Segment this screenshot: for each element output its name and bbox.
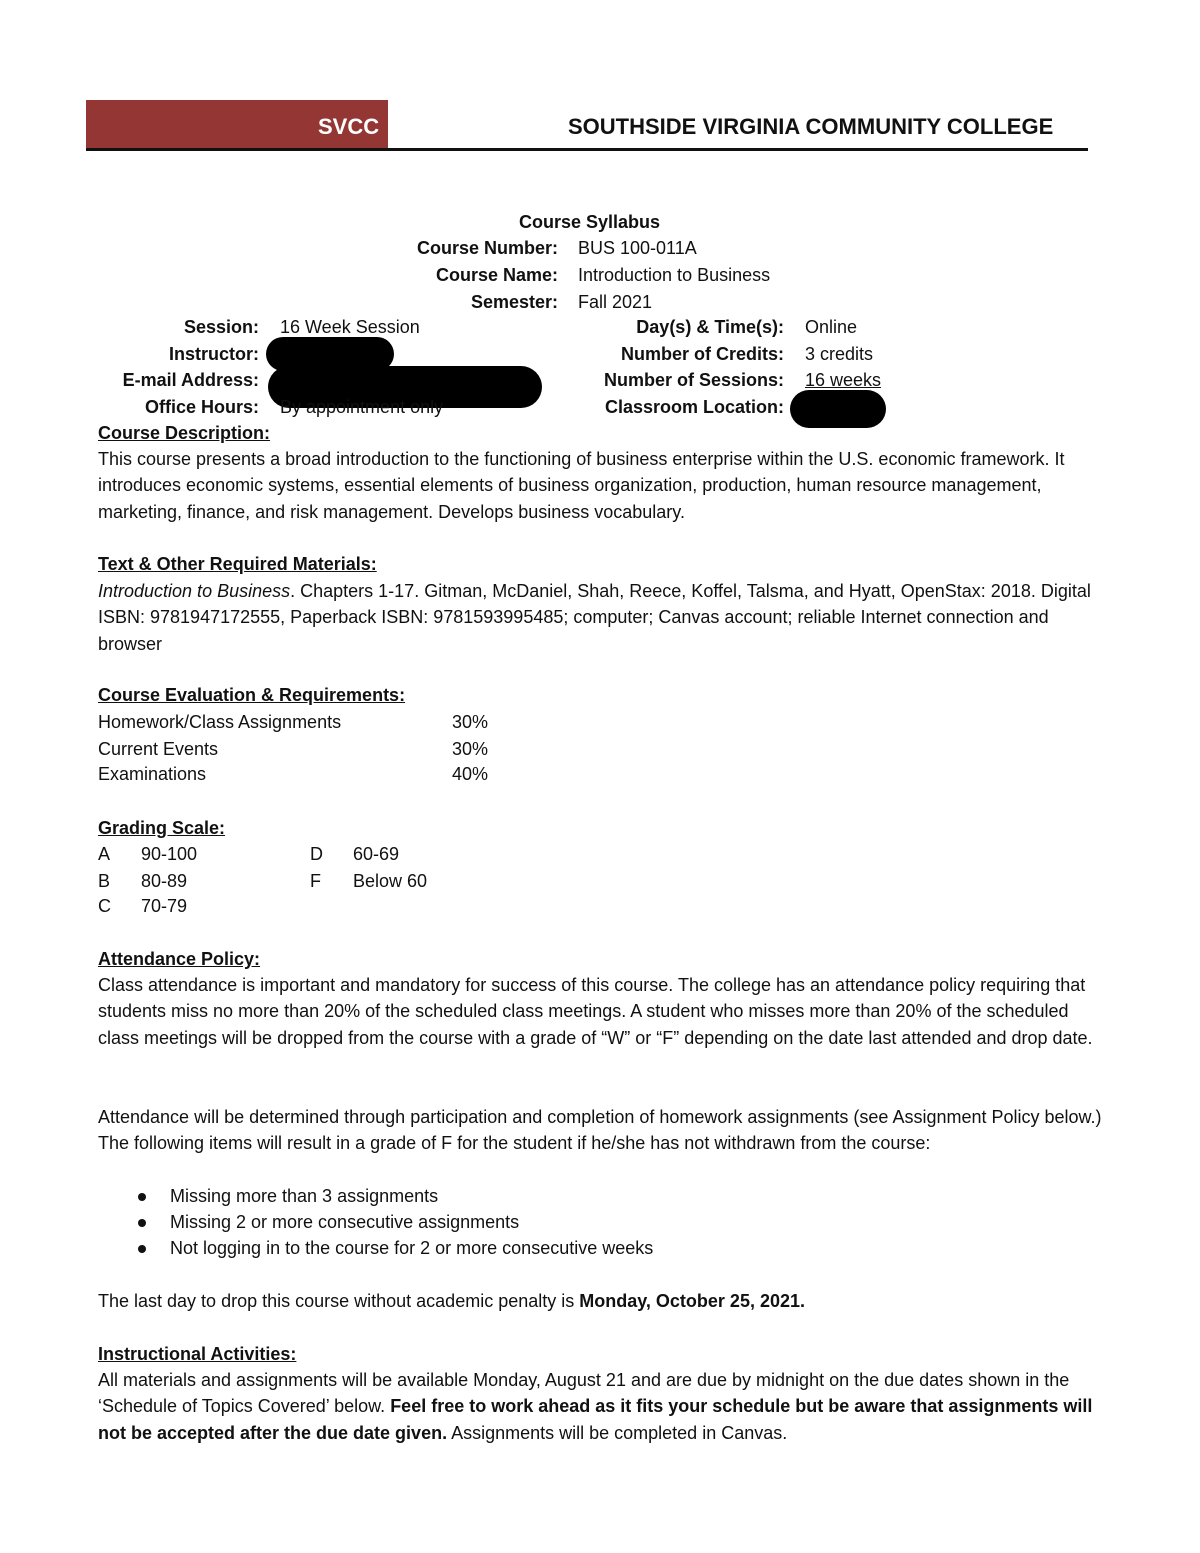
evaluation-item-name: Examinations — [98, 764, 207, 784]
semester-label: Semester: — [470, 292, 558, 312]
attendance-paragraph: Attendance will be determined through participation and completion of homework assignments (see Assignment Policy below.) The following items will result in a grade of F for the student if he/she has not withdrawn from the course: — [98, 1107, 1102, 1154]
email-label: E-mail Address: — [122, 370, 259, 390]
bullet-point — [138, 1219, 146, 1227]
instructional-heading: Instructional Activities: — [98, 1344, 297, 1364]
session-value: 16 Week Session — [280, 317, 420, 337]
attendance-heading: Attendance Policy: — [98, 949, 261, 969]
semester-value: Fall 2021 — [578, 292, 653, 312]
instructional-text — [98, 1367, 1108, 1446]
instructional-bold-note: Feel free to work ahead as it fits your schedule but be aware that assignments will not be accepted after the due date given. — [98, 1396, 1093, 1443]
drop-date: Monday, October 25, 2021. — [579, 1291, 805, 1311]
attendance-paragraph: Class attendance is important and mandatory for success of this course. The college has an attendance policy requiring that students miss no more than 20% of the scheduled class meetings. A student who misses more than 20% of the scheduled class meetings will be dropped from the course with a grade of “W” or “F” depending on the date last attended and drop date. — [98, 975, 1093, 1048]
session-label: Session: — [183, 317, 259, 337]
bullet-point — [138, 1245, 146, 1253]
instructional-text-1: All materials and assignments will be available Monday, August 21 and are due by midnight on the due dates shown in the ‘Schedule of Topics Covered’ below. — [98, 1370, 1070, 1417]
college-name: SOUTHSIDE VIRGINIA COMMUNITY COLLEGE — [568, 114, 1054, 139]
materials-details: . Chapters 1-17. Gitman, McDaniel, Shah, Reece, Koffel, Talsma, and Hyatt, OpenStax: 2018. Digital ISBN: 9781947172555, Paperback ISBN: 9781593995485; computer; Canvas account; reliable Internet connection and browser — [98, 581, 1091, 654]
bullet-point — [138, 1193, 146, 1201]
evaluation-heading: Course Evaluation & Requirements: — [98, 685, 406, 705]
grade-letter: F — [310, 871, 321, 891]
evaluation-item-weight: 30% — [452, 712, 489, 732]
course-number-label: Course Number: — [416, 238, 558, 258]
days-times-value: Online — [805, 317, 858, 337]
drop-date-text: The last day to drop this course without academic penalty is — [98, 1291, 580, 1311]
evaluation-item-weight: 30% — [452, 739, 489, 759]
materials-text — [98, 578, 1108, 657]
course-name-label: Course Name: — [435, 265, 558, 285]
credits-value: 3 credits — [805, 344, 874, 364]
sessions-label: Number of Sessions: — [603, 370, 784, 390]
course-number-value: BUS 100-011A — [578, 238, 697, 258]
list-item: Missing more than 3 assignments — [170, 1186, 439, 1206]
syllabus-title: Course Syllabus — [519, 212, 661, 232]
days-times-label: Day(s) & Time(s): — [636, 317, 784, 337]
list-item: Not logging in to the course for 2 or more consecutive weeks — [170, 1238, 654, 1258]
grade-range: 90-100 — [141, 844, 198, 864]
college-abbreviation: SVCC — [318, 114, 380, 139]
office-hours-value: By appointment only — [280, 397, 444, 417]
materials-heading: Text & Other Required Materials: — [98, 554, 377, 574]
grade-range: 80-89 — [141, 871, 188, 891]
list-item: Missing 2 or more consecutive assignments — [170, 1212, 520, 1232]
classroom-redaction — [790, 390, 886, 428]
credits-label: Number of Credits: — [620, 344, 784, 364]
grade-range: Below 60 — [353, 871, 428, 891]
grade-letter: C — [98, 896, 111, 916]
instructor-label: Instructor: — [169, 344, 259, 364]
grade-letter: D — [310, 844, 323, 864]
instructional-text-2: Assignments will be completed in Canvas. — [447, 1422, 788, 1443]
description-heading: Course Description: — [98, 423, 271, 443]
textbook-title: Introduction to Business — [98, 581, 291, 601]
grading-heading: Grading Scale: — [98, 818, 226, 838]
classroom-label: Classroom Location: — [604, 397, 784, 417]
evaluation-item-name: Current Events — [98, 739, 219, 759]
sessions-value: 16 weeks — [805, 370, 882, 390]
description-text: This course presents a broad introduction to the functioning of business enterprise within the U.S. economic framework. It introduces economic systems, essential elements of business organization, production, human resource management, marketing, finance, and risk management. Develops business vocabulary. — [98, 449, 1065, 522]
grade-letter: A — [98, 844, 111, 864]
evaluation-item-weight: 40% — [452, 764, 489, 784]
header-rule — [86, 148, 1088, 151]
course-name-value: Introduction to Business — [578, 265, 771, 285]
drop-date-sentence — [98, 1291, 805, 1312]
grade-range: 60-69 — [353, 844, 400, 864]
grade-letter: B — [98, 871, 111, 891]
office-hours-label: Office Hours: — [144, 397, 259, 417]
grade-range: 70-79 — [141, 896, 188, 916]
evaluation-item-name: Homework/Class Assignments — [98, 712, 342, 732]
